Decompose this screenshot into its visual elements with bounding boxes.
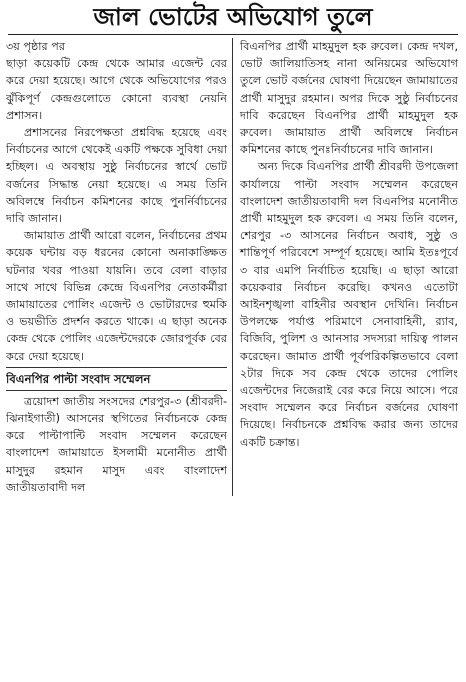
section-rule: [6, 390, 227, 391]
paragraph: বিএনপির প্রার্থী মাহমুদুল হক রুবেল। কেন্দ্র দখল, ভোট জালিয়াতিসহ নানা অনিয়মের অভিযোগ তুলে ভোট বর্জনের ঘোষণা দিয়েছেন জামায়াতের প্রার্থী মাসুদুর রহমান। অপর দিকে সুষ্ঠু নির্বাচনের দাবি করেছেন বিএনপির প্রার্থী মাহমুদুল হক রুবেল। জামায়াত প্রার্থী অবিলম্বে নির্বাচন কমিশনের কাছে পুনঃনির্বাচনের দাবি জানান।: [240, 40, 458, 157]
article-columns: [6, 35, 460, 496]
left-column: [6, 38, 232, 496]
paragraph: অন্য দিকে বিএনপির প্রার্থী শ্রীবরদী উপজেলা কার্যালয়ে পাল্টা সংবাদ সম্মেলন করেছেন বাংলাদেশ জাতীয়তাবাদী দল বিএনপির মনোনীত প্রার্থী মাহমুদুল হক রুবেল। এ সময় তিনি বলেন, শেরপুর -৩ আসনের নির্বাচন অবাধ, সুষ্ঠু ও শান্তিপূর্ণ পরিবেশে সম্পূর্ণ হয়েছে। আমি ইতঃপূর্বে ৩ বার এমপি নির্বাচিত হয়েছি। এ ছাড়া আরো কয়েকবার নির্বাচন করেছি। কখনও এতোটা আইনশৃঙ্খলা বাহিনীর অবস্থান দেখিনি। নির্বাচন উপলক্ষে পর্যাপ্ত পরিমাণে সেনাবাহিনী, র‌্যাব, বিজিবি, পুলিশ ও আনসার সদস্যরা দায়িত্ব পালন করেছেন। জামাত প্রার্থী পূর্বপরিকল্পিতভাবে বেলা ২টার দিকে সব কেন্দ্র থেকে তাদের পোলিং এজেন্টদের নিজেরাই বের করে নিয়ে আসে। পরে সংবাদ সম্মেলন করে নির্বাচন বর্জনের ঘোষণা দিয়েছে। নির্বাচনকে প্রশ্নবিদ্ধ করার জন্য তাদের একটি চক্রান্ত।: [240, 160, 458, 449]
continued-from-note: ৩য় পৃষ্ঠার পর: [6, 40, 66, 53]
paragraph: ছাড়া কয়েকটি কেন্দ্র থেকে আমার এজেন্ট বের করে দেয়া হয়েছে। আগে থেকে অভিযোগের পরও ঝুঁকিপূর্ণ কেন্দ্রগুলোতে কোনো ব্যবস্থা নেয়নি প্রশাসন।: [6, 57, 227, 122]
article-headline: জাল ভোটের অভিযোগ তুলে: [93, 3, 373, 31]
paragraph: জামায়াত প্রার্থী আরো বলেন, নির্বাচনের প্রথম কয়েক ঘন্টায় বড় ধরনের কোনো অনাকাঙ্ক্ষিত ঘটনার খবর পাওয়া যায়নি। তবে বেলা বাড়ার সাথে সাথে বিভিন্ন কেন্দ্রে বিএনপির নেতাকর্মীরা জামায়াতের পোলিং এজেন্ট ও ভোটারদের হুমকি ও ভয়ভীতি প্রদর্শন করতে থাকে। এ ছাড়া অনেক কেন্দ্র থেকে পোলিং এজেন্টদেরকে জোরপূর্বক বের করে দেয়া হয়েছে।: [6, 229, 227, 363]
section-rule: [6, 367, 227, 368]
paragraph: প্রশাসনের নিরপেক্ষতা প্রশ্নবিদ্ধ হয়েছে এবং নির্বাচনের আগে থেকেই একটি পক্ষকে সুবিধা দেয়া হচ্ছিল। এ অবস্থায় সুষ্ঠু নির্বাচনের স্বার্থে ভোট বর্জনের সিদ্ধান্ত নেয়া হয়েছে। এ সময় তিনি অবিলম্বে নির্বাচন কমিশনের কাছে পুনর্নির্বাচনের দাবি জানান।: [6, 126, 227, 226]
paragraph: ত্রয়োদশ জাতীয় সংসদের শেরপুর-৩ (শ্রীবরদী-ঝিনাইগাতী) আসনের স্থগিতের নির্বাচনকে কেন্দ্র করে পাল্টাপাল্টি সংবাদ সম্মেলন করেছেন বাংলাদেশ জামায়াতে ইসলামী মনোনীত প্রার্থী মাসুদুর রহমান মাসুদ এবং বাংলাদেশ জাতীয়তাবাদী দল: [6, 394, 227, 494]
section-subheading: বিএনপির পাল্টা সংবাদ সম্মেলন: [6, 371, 151, 386]
right-column: [232, 38, 458, 496]
